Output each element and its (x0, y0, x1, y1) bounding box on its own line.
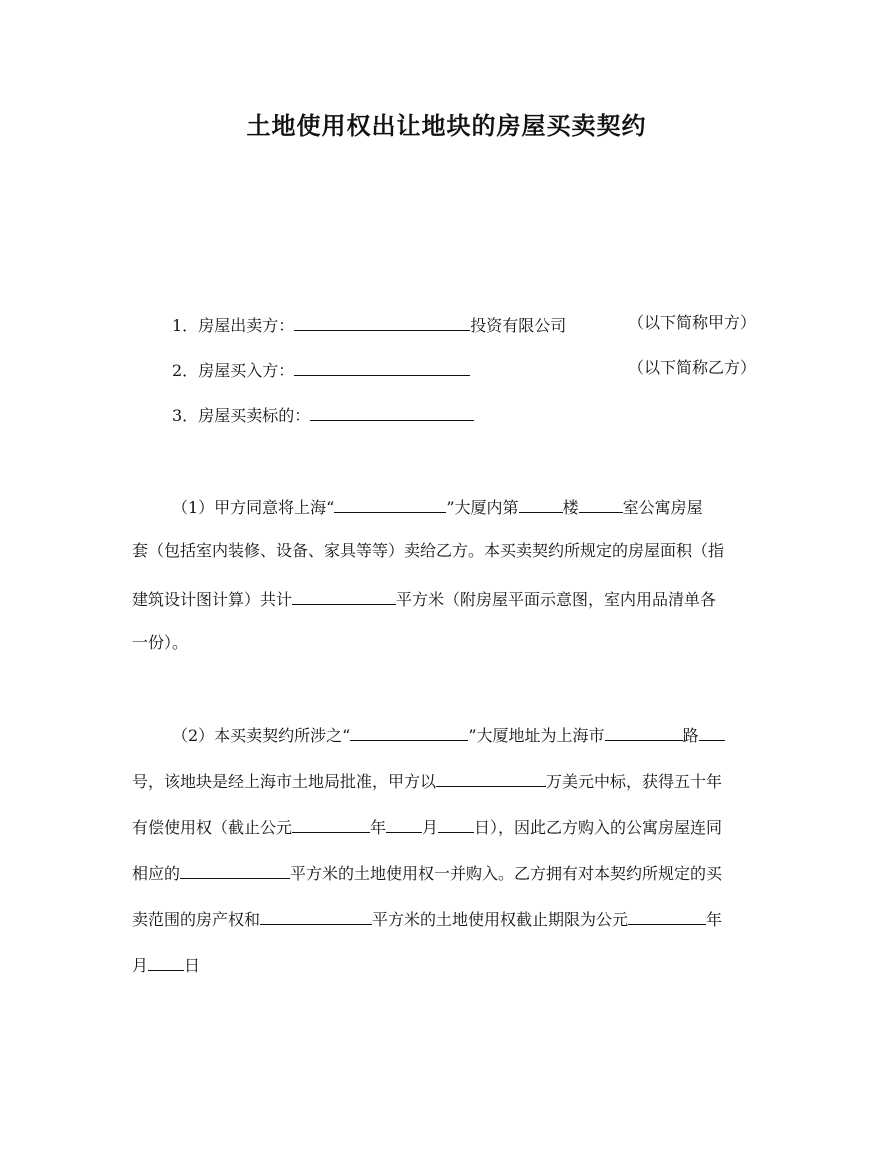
party-subject (172, 403, 812, 426)
clause2-line1 (172, 723, 812, 746)
party-label: 房屋买卖标的： (198, 406, 311, 425)
text: ”大厦地址为上海市 (468, 726, 605, 745)
text: 平方米的土地使用权截止期限为公元 (372, 910, 629, 929)
party-number: 2． (172, 361, 199, 380)
number-blank[interactable] (699, 723, 725, 741)
buyer-blank[interactable] (294, 358, 470, 376)
party-number: 3． (172, 406, 199, 425)
text: 日 (184, 956, 201, 975)
text: 有偿使用权（截止公元 (132, 818, 293, 837)
party-suffix: 投资有限公司 (470, 316, 567, 335)
building-name-blank[interactable] (334, 495, 446, 513)
clause2-line5 (132, 907, 772, 930)
text: 室公寓房屋 (622, 498, 703, 517)
text: 平方米（附房屋平面示意图，室内用品清单各 (396, 590, 717, 609)
clause2-line2 (132, 769, 772, 792)
text: （1）甲方同意将上海“ (172, 498, 335, 517)
day-blank[interactable] (438, 815, 474, 833)
text: 年 (370, 818, 387, 837)
document-title: 土地使用权出让地块的房屋买卖契约 (246, 112, 647, 140)
party-number: 1． (172, 316, 199, 335)
text: 日），因此乙方购入的公寓房屋连同 (474, 818, 723, 837)
room-blank[interactable] (579, 495, 623, 513)
expiry-month-blank[interactable] (148, 953, 184, 971)
year-blank[interactable] (292, 815, 370, 833)
text: 号，该地块是经上海市土地局批准，甲方以 (132, 772, 437, 791)
text: 年 (706, 910, 723, 929)
clause2-line4 (132, 861, 772, 884)
text: 月 (132, 956, 149, 975)
text: （2）本买卖契约所涉之“ (172, 726, 351, 745)
land-area-blank[interactable] (260, 907, 372, 925)
seller-blank[interactable] (294, 313, 470, 331)
subject-blank[interactable] (310, 403, 474, 421)
road-blank[interactable] (605, 723, 683, 741)
clause1-line2: 套（包括室内装修、设备、家具等等）卖给乙方。本买卖契约所规定的房屋面积（指 (132, 541, 725, 560)
clause2-line3 (132, 815, 772, 838)
text: 相应的 (132, 864, 181, 883)
text: 月 (422, 818, 439, 837)
clause1-line1 (172, 495, 812, 518)
clause1-line3 (132, 587, 772, 610)
seller-note: （以下简称甲方） (628, 313, 757, 332)
text: 路 (682, 726, 699, 745)
area-blank[interactable] (292, 587, 396, 605)
text: ”大厦内第 (446, 498, 519, 517)
building-name-blank[interactable] (350, 723, 468, 741)
buyer-note: （以下简称乙方） (628, 358, 757, 377)
text: 楼 (562, 498, 579, 517)
land-area-blank[interactable] (180, 861, 290, 879)
clause1-line4: 一份）。 (132, 633, 189, 652)
month-blank[interactable] (386, 815, 422, 833)
text: 万美元中标，获得五十年 (546, 772, 723, 791)
party-label: 房屋买入方： (198, 361, 295, 380)
text: 建筑设计图计算）共计 (132, 590, 293, 609)
floor-blank[interactable] (519, 495, 563, 513)
clause2-line6 (132, 953, 772, 976)
bid-amount-blank[interactable] (436, 769, 546, 787)
expiry-year-blank[interactable] (628, 907, 706, 925)
text: 卖范围的房产权和 (132, 910, 261, 929)
text: 平方米的土地使用权一并购入。乙方拥有对本契约所规定的买 (290, 864, 723, 883)
party-label: 房屋出卖方： (198, 316, 295, 335)
